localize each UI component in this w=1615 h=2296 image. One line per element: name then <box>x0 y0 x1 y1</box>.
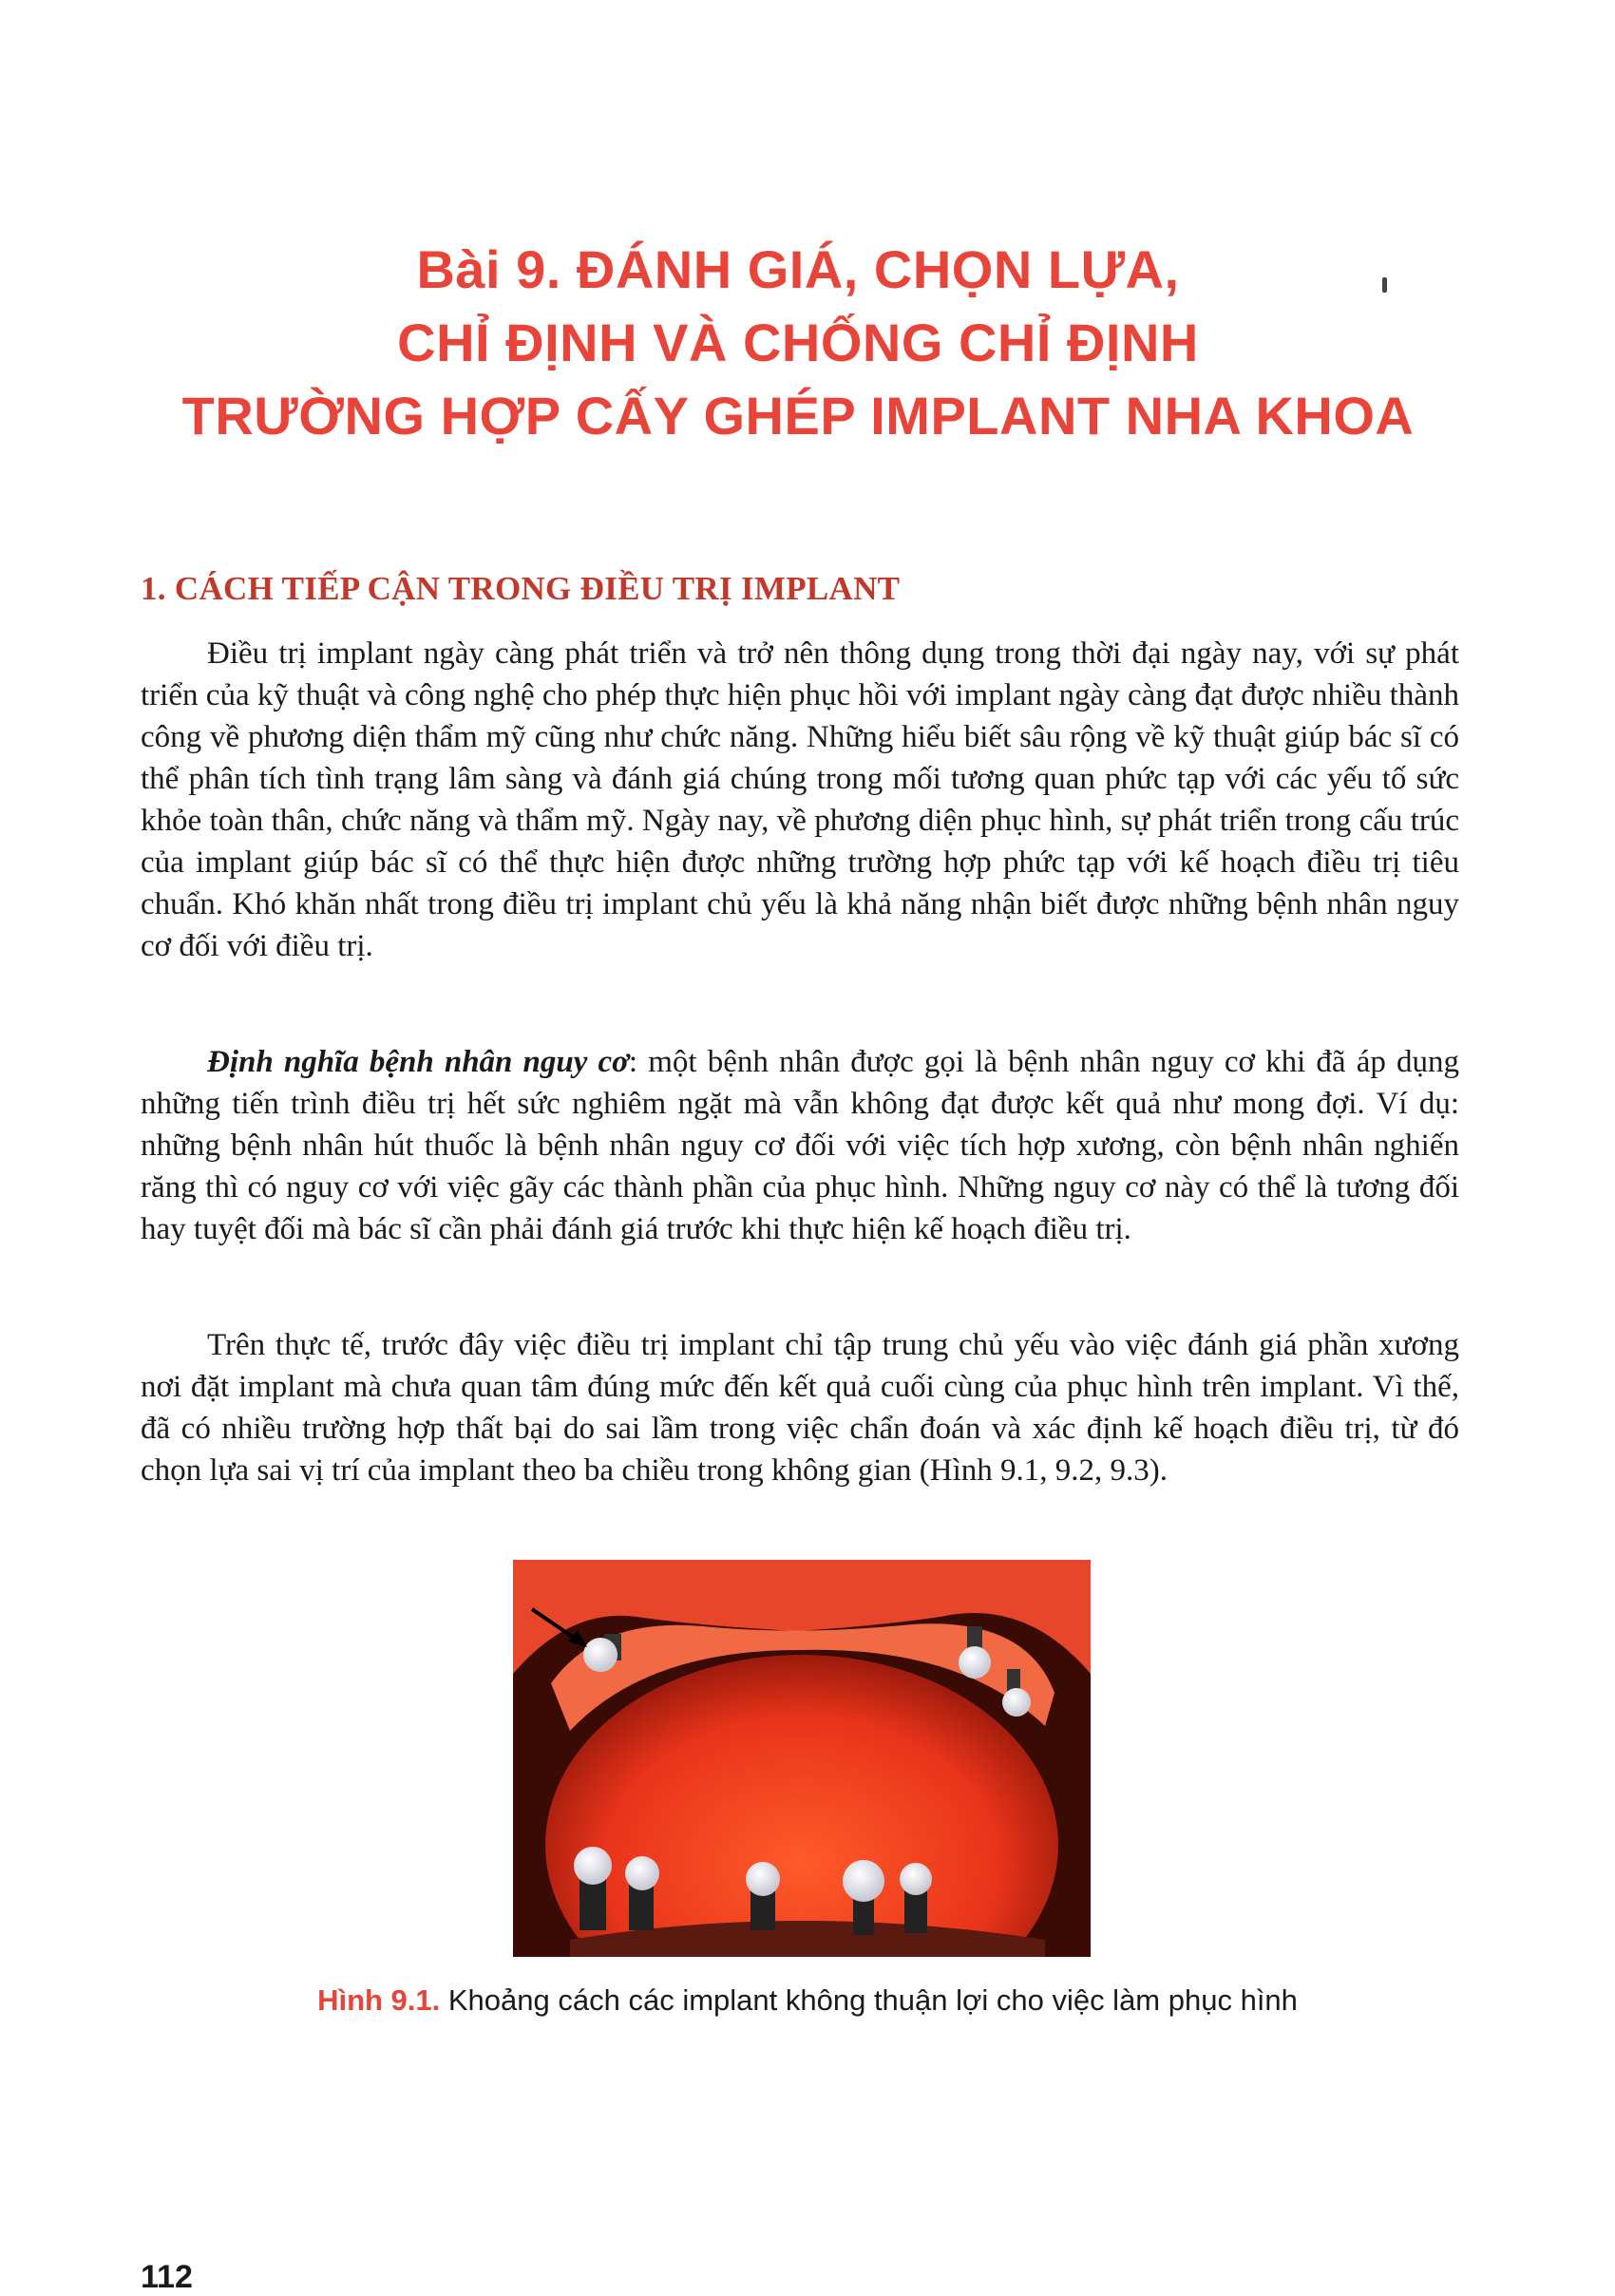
definition-text: : một bệnh nhân được gọi là bệnh nhân nguy cơ khi đã áp dụng những tiến trình điều trị hết sức nghiêm ngặt mà vẫn không đạt được kết quả như mong đợi. Ví dụ: những bệnh nhân hút thuốc là bệnh nhân nguy cơ đối với việc tích hợp xương, còn bệnh nhân nghiến răng thì có nguy cơ với việc gãy các thành phần của phục hình. Những nguy cơ này có thể là tương đối hay tuyệt đối mà bác sĩ cần phải đánh giá trước khi thực hiện kế hoạch điều trị. <box>141 1045 1459 1246</box>
figure-label: Hình 9.1. <box>317 1983 441 2017</box>
page-number: 112 <box>141 2259 193 2295</box>
title-line-3: TRƯỜNG HỢP CẤY GHÉP IMPLANT NHA KHOA <box>181 386 1415 446</box>
definition-term: Định nghĩa bệnh nhân nguy cơ <box>207 1045 629 1079</box>
paragraph-2 <box>141 1041 1459 1250</box>
paragraph-1: Điều trị implant ngày càng phát triển và trở nên thông dụng trong thời đại ngày nay, với sự phát triển của kỹ thuật và công nghệ cho phép thực hiện phục hồi với implant ngày càng đạt được nhiều thành công về phương diện thẩm mỹ cũng như chức năng. Những hiểu biết sâu rộng về kỹ thuật giúp bác sĩ có thể phân tích tình trạng lâm sàng và đánh giá chúng trong mối tương quan phức tạp với các yếu tố sức khỏe toàn thân, chức năng và thẩm mỹ. Ngày nay, về phương diện phục hình, sự phát triển trong cấu trúc của implant giúp bác sĩ có thể thực hiện được những trường hợp phức tạp với kế hoạch điều trị tiêu chuẩn. Khó khăn nhất trong điều trị implant chủ yếu là khả năng nhận biết được những bệnh nhân nguy cơ đối với điều trị. <box>141 636 1459 963</box>
figure-caption <box>285 1983 1330 2018</box>
title-line-2: CHỈ ĐỊNH VÀ CHỐNG CHỈ ĐỊNH <box>397 313 1199 372</box>
chapter-title <box>114 233 1482 452</box>
paragraph-3: Trên thực tế, trước đây việc điều trị implant chỉ tập trung chủ yếu vào việc đánh giá phần xương nơi đặt implant mà chưa quan tâm đúng mức đến kết quả cuối cùng của phục hình trên implant. Vì thế, đã có nhiều trường hợp thất bại do sai lầm trong việc chẩn đoán và xác định kế hoạch điều trị, từ đó chọn lựa sai vị trí của implant theo ba chiều trong không gian (Hình 9.1, 9.2, 9.3). <box>141 1328 1459 1488</box>
figure-caption-text: Khoảng cách các implant không thuận lợi cho việc làm phục hình <box>440 1983 1298 2017</box>
figure-implant-photo <box>513 1560 1091 1957</box>
title-line-1: Bài 9. ĐÁNH GIÁ, CHỌN LỰA, <box>416 239 1180 299</box>
section-heading: 1. CÁCH TIẾP CẬN TRONG ĐIỀU TRỊ IMPLANT <box>141 570 901 607</box>
